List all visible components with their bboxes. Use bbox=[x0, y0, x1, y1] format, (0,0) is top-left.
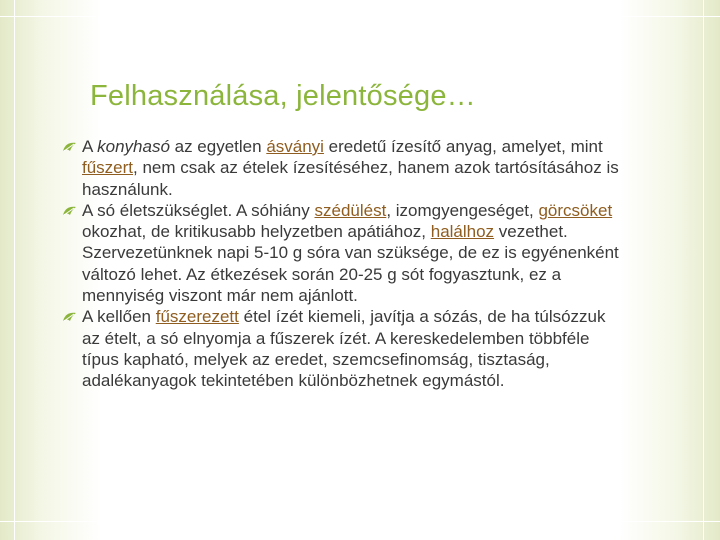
bullet-text: eredetű ízesítő anyag, amelyet, mint bbox=[323, 137, 603, 156]
bullet-item bbox=[62, 200, 622, 306]
leaf-arrow-icon bbox=[62, 311, 78, 323]
frame-corner-line bbox=[703, 0, 704, 540]
frame-corner-line bbox=[0, 16, 720, 17]
leaf-arrow-icon bbox=[62, 141, 78, 153]
bullet-text: étel ízét kiemeli, javítja a sózás, de ha túlsózzuk az ételt, a só elnyomja a fűszerek ízét. A kereskedelemben többféle típus kapható, melyek az eredet, szemcsefinomság, tisztaság, adalékanyagok tekintetében különbözhetnek egymástól. bbox=[82, 307, 606, 391]
hyperlink[interactable]: görcsöket bbox=[538, 200, 613, 220]
bullet-text: A só életszükséglet. A sóhiány bbox=[82, 200, 315, 220]
bullet-text: A kellően bbox=[82, 307, 156, 327]
hyperlink[interactable]: szédülést bbox=[314, 200, 387, 220]
bullet-text: , nem csak az ételek ízesítéséhez, hanem azok tartósításához is használunk. bbox=[82, 158, 619, 199]
leaf-arrow-icon bbox=[62, 205, 78, 217]
bullet-text: az egyetlen bbox=[169, 137, 267, 156]
bullet-text: A bbox=[82, 137, 98, 156]
hyperlink[interactable]: ásványi bbox=[266, 137, 324, 156]
frame-corner-line bbox=[14, 0, 15, 540]
frame-corner-line bbox=[0, 521, 720, 522]
bullet-list bbox=[62, 136, 622, 392]
bullet-text: , izomgyengeséget, bbox=[386, 200, 539, 220]
bullet-item bbox=[62, 136, 622, 200]
bullet-text: okozhat, de kritikusabb helyzetben apátiához, bbox=[82, 222, 431, 242]
bullet-text: vezethet. Szervezetünknek napi 5-10 g sóra van szüksége, de ez is egyénenként változó lehet. Az étkezések során 20-25 g sót fogyasztunk, ez a mennyiség viszont már nem ajánlott. bbox=[82, 222, 619, 306]
bullet-text-italic: konyhasó bbox=[97, 137, 170, 156]
hyperlink[interactable]: halálhoz bbox=[430, 222, 495, 242]
hyperlink[interactable]: fűszerezett bbox=[155, 307, 239, 327]
bullet-item bbox=[62, 306, 622, 391]
slide-title: Felhasználása, jelentősége… bbox=[90, 80, 476, 112]
hyperlink[interactable]: fűszert bbox=[82, 158, 134, 178]
